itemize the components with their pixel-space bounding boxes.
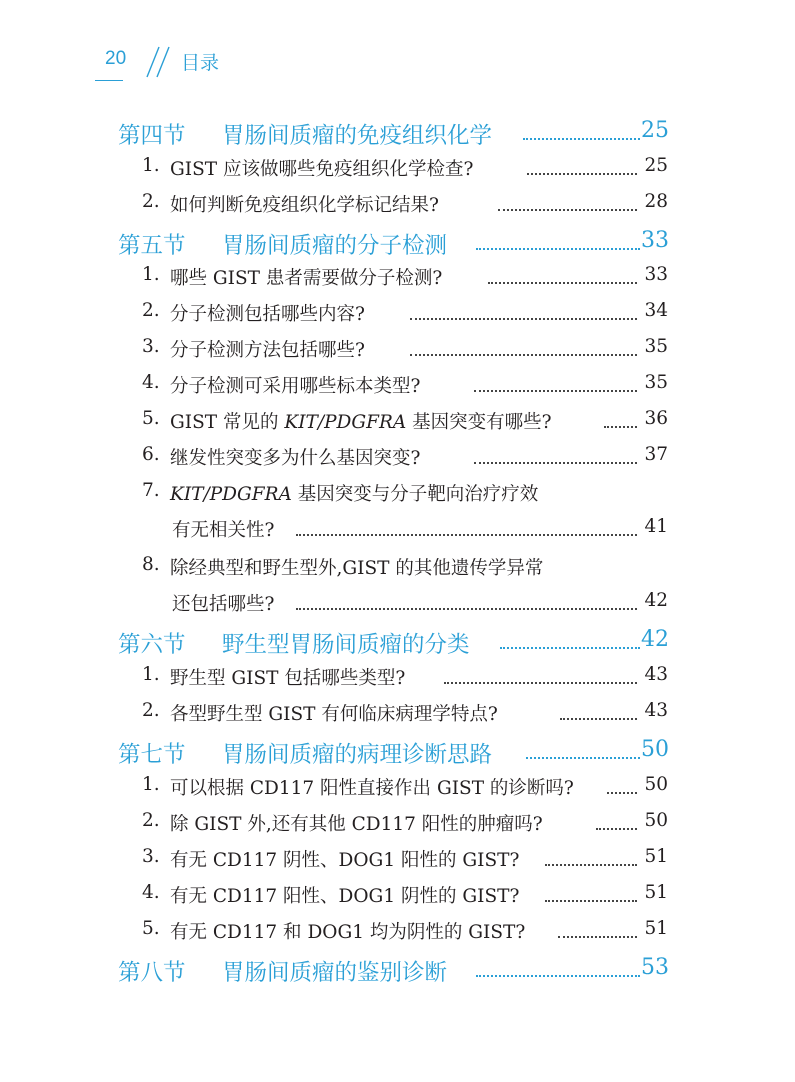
item-number: 5.	[142, 918, 160, 939]
dot-leader	[545, 864, 637, 866]
item-page: 41	[644, 516, 668, 537]
section-label: 第四节	[118, 123, 186, 149]
item-title: 除 GIST 外,还有其他 CD117 阳性的肿瘤吗?	[170, 814, 543, 835]
dot-leader	[476, 975, 640, 977]
toc-section[interactable]	[0, 226, 795, 262]
item-page: 43	[644, 664, 668, 685]
item-page: 36	[644, 408, 668, 429]
toc-item-continuation[interactable]	[0, 512, 795, 548]
item-number: 2.	[142, 700, 160, 721]
toc-item[interactable]	[0, 476, 795, 512]
dot-leader	[410, 354, 637, 356]
item-title: 有无 CD117 阳性、DOG1 阴性的 GIST?	[170, 886, 520, 907]
section-title: 野生型胃肠间质瘤的分类	[222, 632, 470, 658]
item-number: 2.	[142, 191, 160, 212]
item-page: 28	[644, 191, 668, 212]
toc-item[interactable]	[0, 332, 795, 368]
item-number: 2.	[142, 810, 160, 831]
item-page: 33	[644, 264, 668, 285]
dot-leader	[523, 138, 640, 140]
section-title: 胃肠间质瘤的分子检测	[222, 233, 448, 259]
dot-leader	[500, 647, 640, 649]
item-page: 50	[644, 810, 668, 831]
toc-item[interactable]	[0, 696, 795, 732]
section-label: 第六节	[118, 632, 186, 658]
toc-item[interactable]	[0, 914, 795, 950]
item-title: GIST 常见的 KIT/PDGFRA 基因突变有哪些?	[170, 412, 552, 433]
dot-leader	[410, 318, 637, 320]
dot-leader	[558, 936, 637, 938]
toc-item[interactable]	[0, 296, 795, 332]
item-page: 51	[644, 918, 668, 939]
dot-leader	[526, 757, 640, 759]
item-title: 如何判断免疫组织化学标记结果?	[170, 195, 439, 216]
item-title-line2: 有无相关性?	[172, 520, 275, 541]
section-page: 53	[641, 955, 669, 980]
double-slash-icon	[141, 44, 181, 80]
item-number: 4.	[142, 882, 160, 903]
toc-item[interactable]	[0, 550, 795, 586]
toc-item[interactable]	[0, 660, 795, 696]
section-page: 33	[641, 228, 669, 253]
section-title: 胃肠间质瘤的鉴别诊断	[222, 960, 448, 986]
item-number: 6.	[142, 444, 160, 465]
item-page: 51	[644, 882, 668, 903]
item-title: 分子检测可采用哪些标本类型?	[170, 376, 421, 397]
section-title: 胃肠间质瘤的免疫组织化学	[222, 123, 493, 149]
running-header	[95, 44, 335, 80]
toc-item[interactable]	[0, 368, 795, 404]
item-number: 8.	[142, 554, 160, 575]
dot-leader	[474, 390, 637, 392]
header-title: 目录	[181, 52, 220, 74]
item-title: 有无 CD117 和 DOG1 均为阴性的 GIST?	[170, 922, 526, 943]
item-title: 除经典型和野生型外,GIST 的其他遗传学异常	[170, 558, 544, 579]
section-title: 胃肠间质瘤的病理诊断思路	[222, 742, 493, 768]
item-page: 35	[644, 372, 668, 393]
dot-leader	[474, 462, 637, 464]
item-page: 25	[644, 155, 668, 176]
toc-section[interactable]	[0, 116, 795, 152]
dot-leader	[596, 828, 637, 830]
item-title: 有无 CD117 阴性、DOG1 阳性的 GIST?	[170, 850, 520, 871]
item-page: 37	[644, 444, 668, 465]
toc-item[interactable]	[0, 260, 795, 296]
toc-section[interactable]	[0, 953, 795, 989]
item-number: 1.	[142, 155, 160, 176]
toc-item-continuation[interactable]	[0, 586, 795, 622]
dot-leader	[607, 792, 637, 794]
toc-item[interactable]	[0, 404, 795, 440]
item-page: 34	[644, 300, 668, 321]
item-page: 51	[644, 846, 668, 867]
dot-leader	[545, 900, 637, 902]
item-number: 2.	[142, 300, 160, 321]
item-number: 3.	[142, 846, 160, 867]
item-title: GIST 应该做哪些免疫组织化学检查?	[170, 159, 474, 180]
item-title-line2: 还包括哪些?	[172, 594, 275, 615]
dot-leader	[296, 534, 637, 536]
item-title: 可以根据 CD117 阳性直接作出 GIST 的诊断吗?	[170, 778, 574, 799]
dot-leader	[444, 682, 637, 684]
item-title: 哪些 GIST 患者需要做分子检测?	[170, 268, 443, 289]
toc-item[interactable]	[0, 770, 795, 806]
dot-leader	[476, 248, 640, 250]
item-number: 1.	[142, 774, 160, 795]
dot-leader	[604, 426, 637, 428]
dot-leader	[498, 209, 637, 211]
section-label: 第五节	[118, 233, 186, 259]
dot-leader	[527, 173, 637, 175]
item-page: 42	[644, 590, 668, 611]
item-title: 分子检测方法包括哪些?	[170, 340, 365, 361]
toc-item[interactable]	[0, 187, 795, 223]
item-page: 43	[644, 700, 668, 721]
item-page: 50	[644, 774, 668, 795]
item-number: 7.	[142, 480, 160, 501]
dot-leader	[296, 608, 637, 610]
section-page: 42	[641, 627, 669, 652]
toc-item[interactable]	[0, 878, 795, 914]
section-page: 25	[641, 118, 669, 143]
section-label: 第七节	[118, 742, 186, 768]
dot-leader	[560, 718, 637, 720]
toc-item[interactable]	[0, 842, 795, 878]
toc-item[interactable]	[0, 440, 795, 476]
item-page: 35	[644, 336, 668, 357]
toc-section[interactable]	[0, 625, 795, 661]
item-title: 继发性突变多为什么基因突变?	[170, 448, 421, 469]
item-title: 野生型 GIST 包括哪些类型?	[170, 668, 406, 689]
toc-item[interactable]	[0, 151, 795, 187]
header-rule	[95, 80, 123, 81]
item-title: KIT/PDGFRA 基因突变与分子靶向治疗疗效	[170, 484, 539, 505]
item-number: 1.	[142, 264, 160, 285]
item-title: 各型野生型 GIST 有何临床病理学特点?	[170, 704, 498, 725]
item-number: 3.	[142, 336, 160, 357]
item-title: 分子检测包括哪些内容?	[170, 304, 365, 325]
item-number: 5.	[142, 408, 160, 429]
dot-leader	[488, 282, 637, 284]
toc-section[interactable]	[0, 735, 795, 771]
item-number: 1.	[142, 664, 160, 685]
toc-item[interactable]	[0, 806, 795, 842]
section-label: 第八节	[118, 960, 186, 986]
item-number: 4.	[142, 372, 160, 393]
page-number: 20	[105, 48, 127, 69]
section-page: 50	[641, 737, 669, 762]
